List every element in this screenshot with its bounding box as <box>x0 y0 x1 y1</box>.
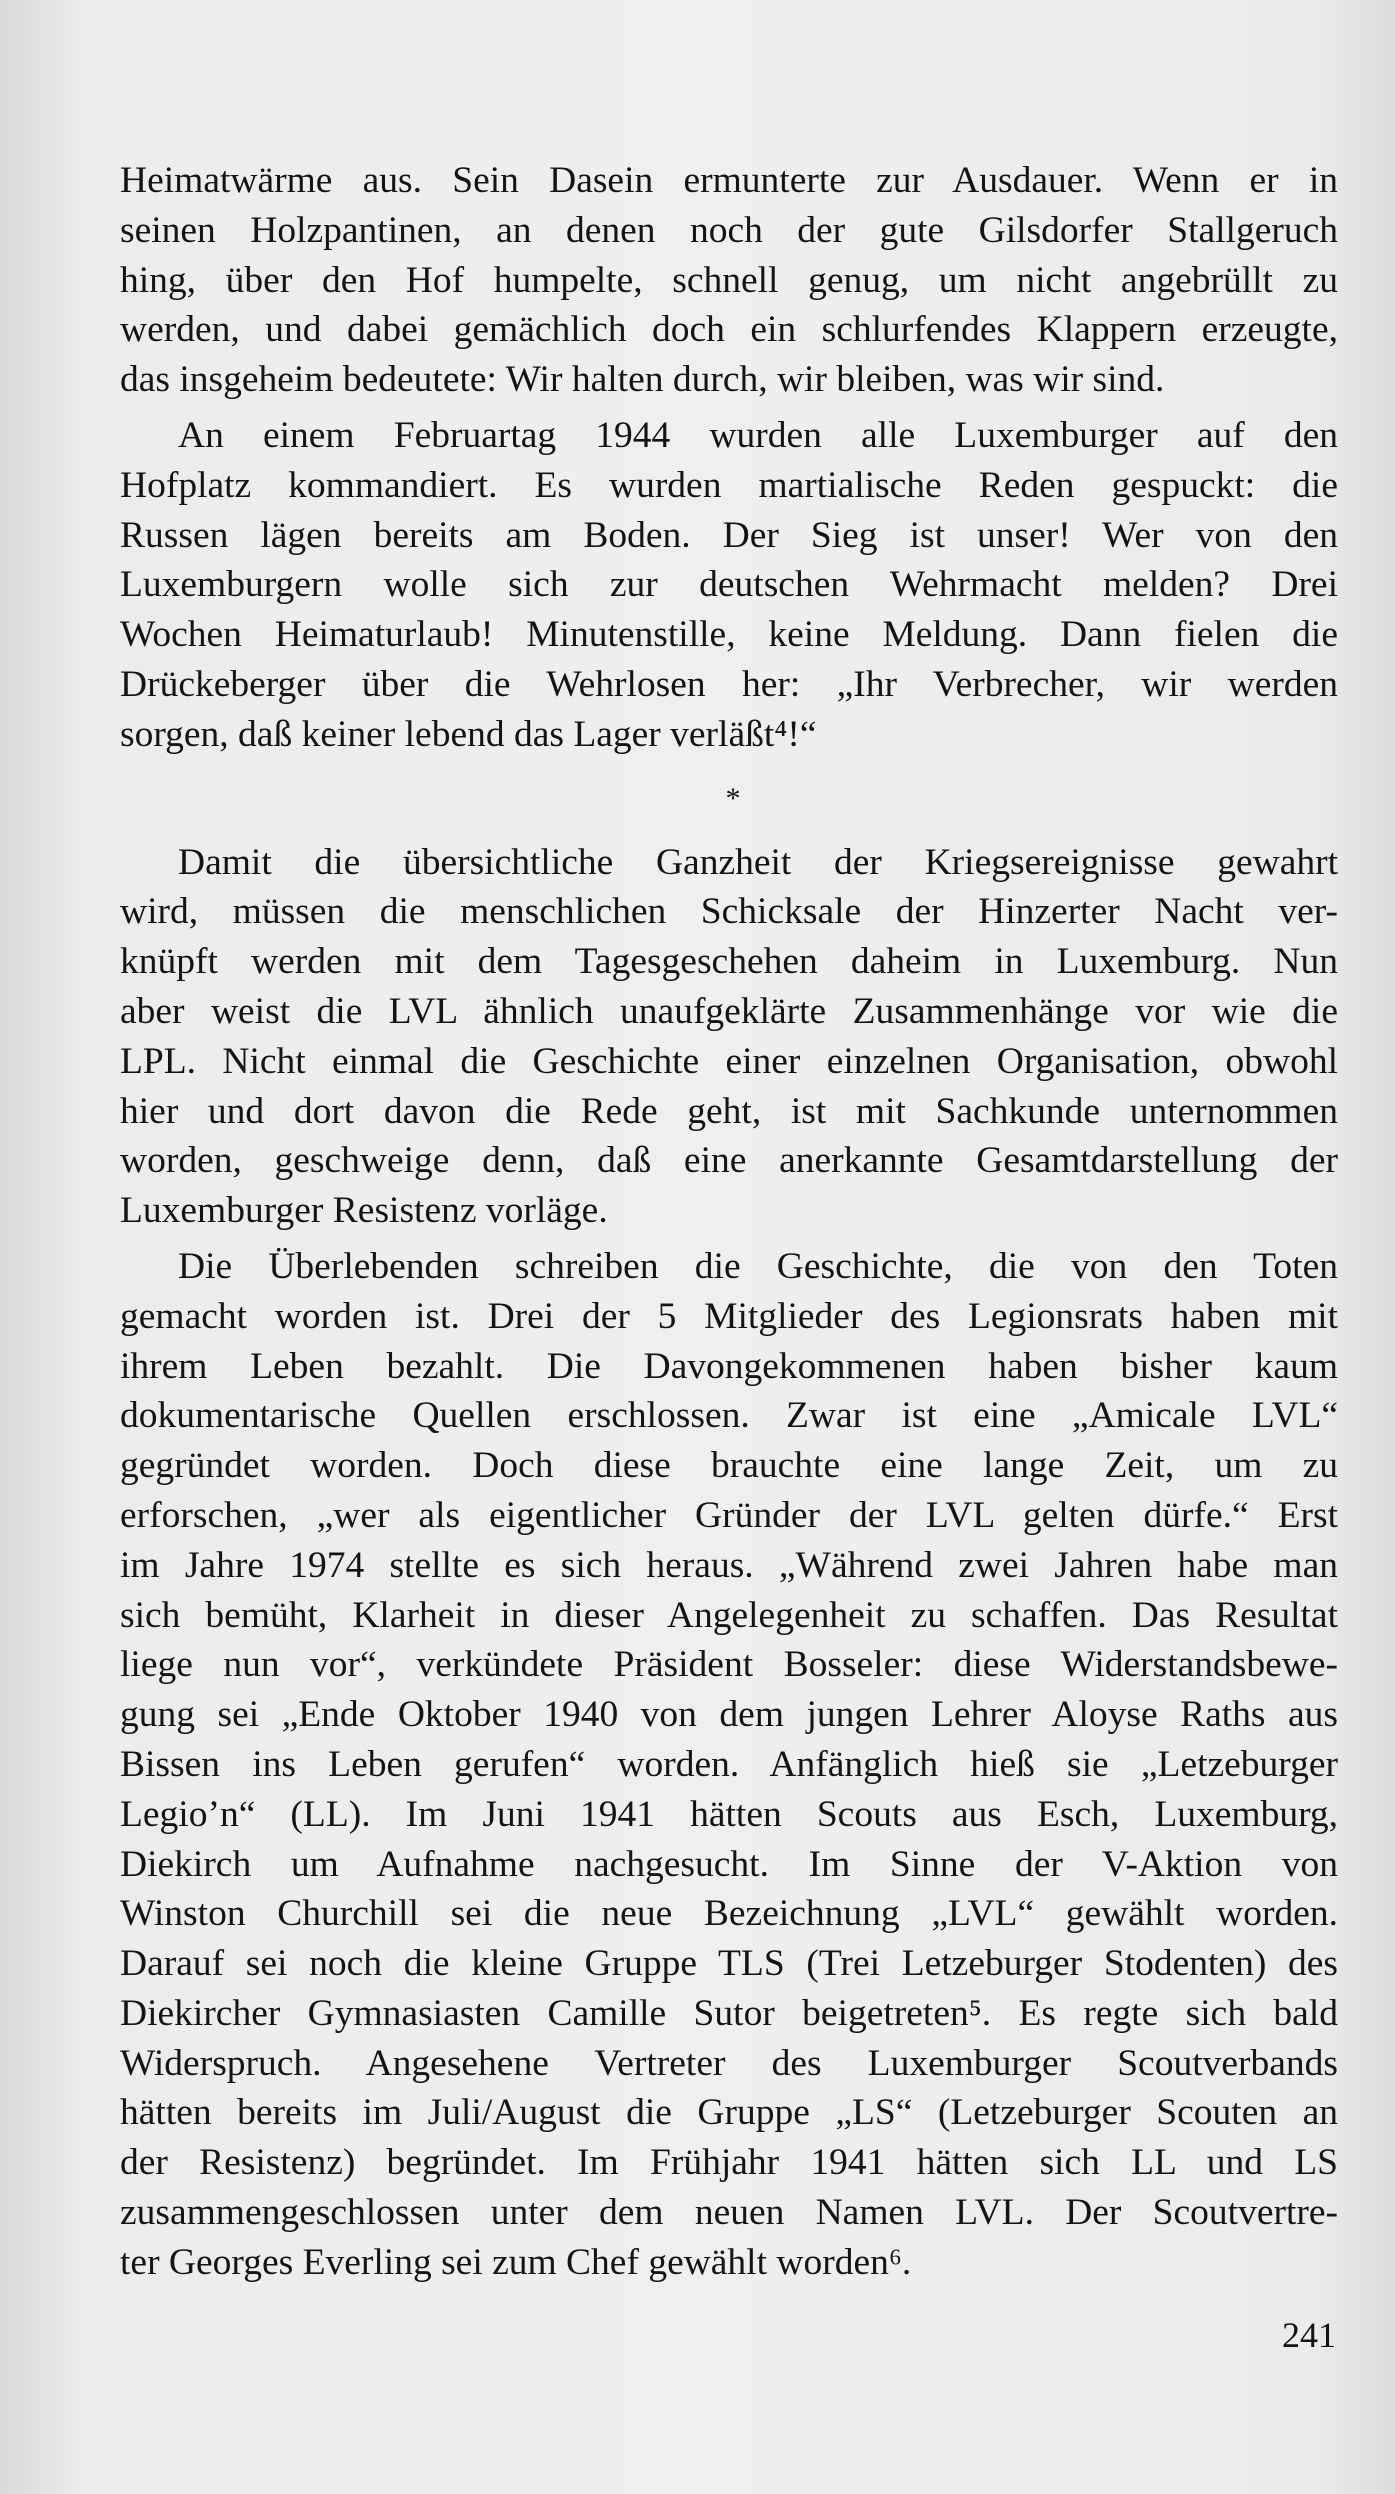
section-separator: * <box>725 781 741 815</box>
text-line: ter Georges Everling sei zum Chef gewählt worden⁶. <box>120 2241 912 2283</box>
text-line: An einem Februartag 1944 wurden alle Luxemburger auf den <box>178 414 1338 456</box>
text-line: Hofplatz kommandiert. Es wurden martialische Reden gespuckt: die <box>120 464 1338 506</box>
body-text <box>120 156 1338 2288</box>
text-line: gemacht worden ist. Drei der 5 Mitglieder des Legionsrats haben mit <box>120 1295 1338 1337</box>
text-line: das insgeheim bedeutete: Wir halten durch, wir bleiben, was wir sind. <box>120 359 1165 401</box>
text-line: werden, und dabei gemächlich doch ein schlurfendes Klappern erzeugte, <box>120 309 1338 351</box>
text-line: gegründet worden. Doch diese brauchte eine lange Zeit, um zu <box>120 1445 1338 1487</box>
text-line: Diekircher Gymnasiasten Camille Sutor beigetreten⁵. Es regte sich bald <box>120 1992 1338 2034</box>
text-line: Heimatwärme aus. Sein Dasein ermunterte zur Ausdauer. Wenn er in <box>120 160 1338 201</box>
text-line: Widerspruch. Angesehene Vertreter des Luxemburger Scoutverbands <box>120 2042 1338 2084</box>
text-line: der Resistenz) begründet. Im Frühjahr 1941 hätten sich LL und LS <box>120 2142 1338 2184</box>
text-line: Winston Churchill sei die neue Bezeichnung „LVL“ gewählt worden. <box>120 1893 1338 1935</box>
text-line: erforschen, „wer als eigentlicher Gründer der LVL gelten dürfe.“ Erst <box>120 1494 1338 1536</box>
text-line: liege nun vor“, verkündete Präsident Bosseler: diese Widerstandsbewe- <box>120 1644 1338 1686</box>
text-line: hing, über den Hof humpelte, schnell genug, um nicht angebrüllt zu <box>120 259 1338 301</box>
paragraph-4 <box>120 1242 1338 2288</box>
text-line: Luxemburger Resistenz vorläge. <box>120 1190 608 1232</box>
paragraph-3 <box>120 838 1338 1236</box>
text-line: Drückeberger über die Wehrlosen her: „Ihr Verbrecher, wir werden <box>120 663 1338 705</box>
text-line: Diekirch um Aufnahme nachgesucht. Im Sinne der V-Aktion von <box>120 1843 1338 1885</box>
text-line: seinen Holzpantinen, an denen noch der gute Gilsdorfer Stallgeruch <box>120 209 1338 251</box>
text-line: Wochen Heimaturlaub! Minutenstille, keine Meldung. Dann fielen die <box>120 614 1338 656</box>
text-line: Luxemburgern wolle sich zur deutschen Wehrmacht melden? Drei <box>120 564 1338 606</box>
text-line: im Jahre 1974 stellte es sich heraus. „Während zwei Jahren habe man <box>120 1544 1338 1586</box>
text-line: Legio’n“ (LL). Im Juni 1941 hätten Scouts aus Esch, Luxemburg, <box>120 1793 1338 1835</box>
text-line: zusammengeschlossen unter dem neuen Namen LVL. Der Scoutvertre- <box>120 2192 1338 2234</box>
text-line: Die Überlebenden schreiben die Geschichte, die von den Toten <box>178 1245 1338 1287</box>
paragraph-1 <box>120 156 1338 405</box>
page-number: 241 <box>1282 2315 1336 2355</box>
text-line: sorgen, daß keiner lebend das Lager verläßt⁴!“ <box>120 713 817 755</box>
text-line: wird, müssen die menschlichen Schicksale der Hinzerter Nacht ver- <box>120 891 1338 933</box>
text-line: ihrem Leben bezahlt. Die Davongekommenen haben bisher kaum <box>120 1345 1338 1387</box>
text-line: Russen lägen bereits am Boden. Der Sieg ist unser! Wer von den <box>120 514 1338 556</box>
text-line: knüpft werden mit dem Tagesgeschehen daheim in Luxemburg. Nun <box>120 941 1338 983</box>
text-line: LPL. Nicht einmal die Geschichte einer einzelnen Organisation, obwohl <box>120 1040 1338 1082</box>
text-line: worden, geschweige denn, daß eine anerkannte Gesamtdarstellung der <box>120 1140 1338 1182</box>
text-line: Damit die übersichtliche Ganzheit der Kriegsereignisse gewahrt <box>178 841 1338 883</box>
text-line: sich bemüht, Klarheit in dieser Angelegenheit zu schaffen. Das Resultat <box>120 1594 1338 1636</box>
text-line: hier und dort davon die Rede geht, ist mit Sachkunde unternommen <box>120 1090 1338 1132</box>
text-line: gung sei „Ende Oktober 1940 von dem jungen Lehrer Aloyse Raths aus <box>120 1694 1338 1736</box>
text-line: hätten bereits im Juli/August die Gruppe „LS“ (Letzeburger Scouten an <box>120 2092 1338 2134</box>
text-line: Bissen ins Leben gerufen“ worden. Anfänglich hieß sie „Letzeburger <box>120 1743 1338 1785</box>
text-line: aber weist die LVL ähnlich unaufgeklärte Zusammenhänge vor wie die <box>120 990 1338 1032</box>
text-line: dokumentarische Quellen erschlossen. Zwar ist eine „Amicale LVL“ <box>120 1395 1338 1437</box>
text-line: Darauf sei noch die kleine Gruppe TLS (Trei Letzeburger Stodenten) des <box>120 1943 1338 1985</box>
paragraph-2 <box>120 411 1338 760</box>
